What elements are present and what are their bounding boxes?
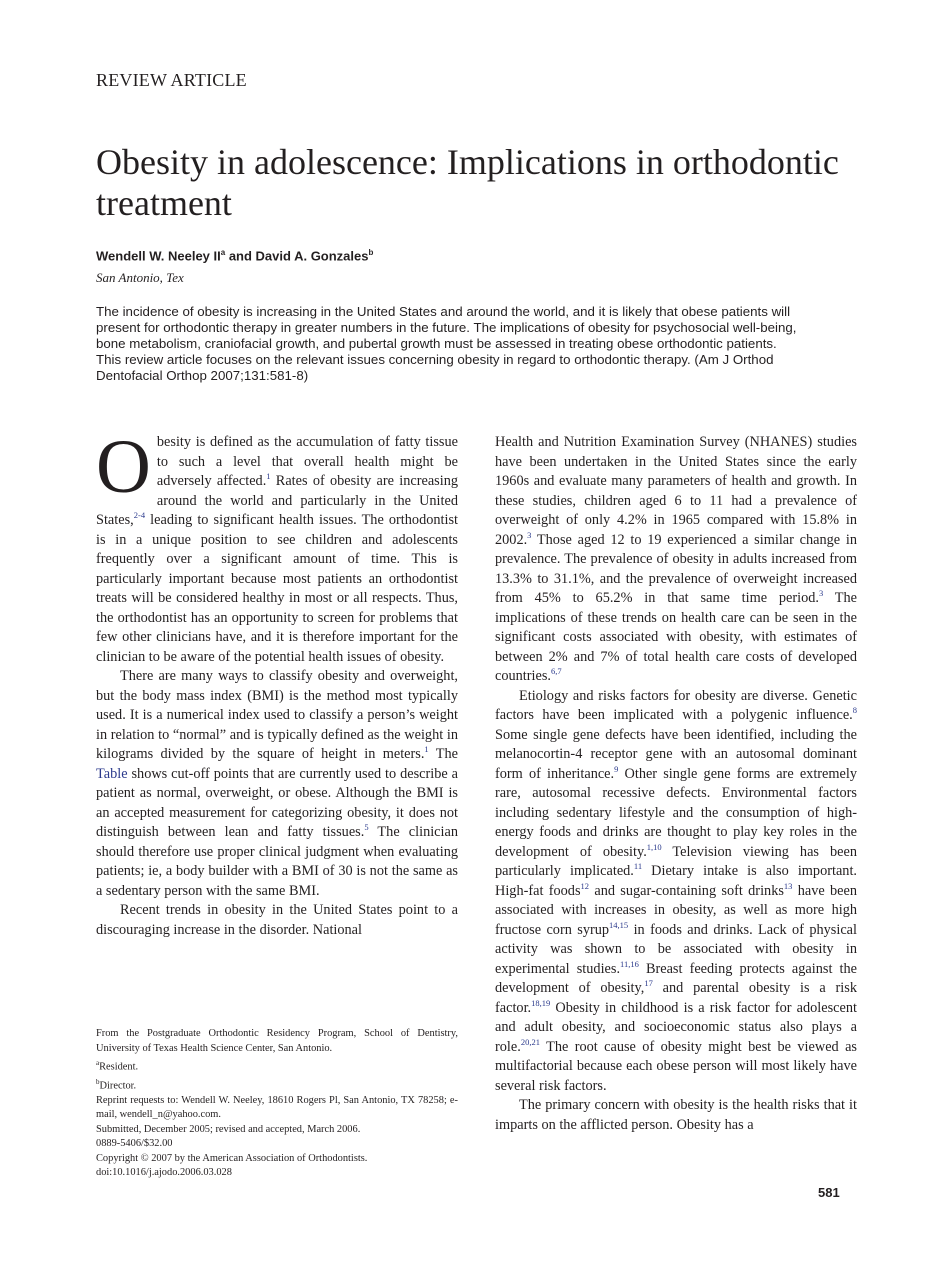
body-text: and sugar-containing soft drinks [589, 882, 784, 899]
citation-link[interactable]: 1 [266, 471, 271, 482]
body-text: Some single gene defects have been identified, including the melanocortin-4 receptor gene with an autosomal dominant form of inheritance. [495, 726, 857, 782]
body-text: The root cause of obesity might best be viewed as multifactorial because each obese person will most likely have several risk factors. [495, 1038, 857, 1094]
footnote-affiliation: From the Postgraduate Orthodontic Residency Program, School of Dentistry, University of Texas Health Science Center, San Antonio. [96, 1028, 458, 1054]
body-text: Other single gene forms are extremely rare, autosomal recessive defects. Environmental factors including sedentary lifestyle and the consumption of high-energy foods and drinks are thought to play key roles in the development of obesity. [495, 765, 857, 860]
citation-link[interactable]: 6,7 [550, 666, 562, 677]
body-text: in foods and drinks. Lack of physical activity was shown to be associated with obesity in experimental studies. [495, 921, 858, 977]
body-text: Obesity in childhood is a risk factor for adolescent and adult obesity, and socioeconomic status also plays a role. [495, 999, 857, 1055]
body-text: besity is defined as the accumulation of fatty tissue to such a level that overall health might be adversely affected. [156, 434, 458, 489]
citation-link[interactable]: 11 [633, 861, 643, 872]
body-paragraph [96, 425, 459, 667]
body-text: shows cut-off points that are currently used to describe a patient as normal, overweight, or obese. Although the BMI is an accepted measurement for categorizing obesity, it does not distinguish between lean and fatty tissues. [96, 765, 458, 840]
body-text: and parental obesity is a risk factor. [495, 980, 857, 1016]
footnote-copyright: Copyright © 2007 by the American Association of Orthodontists. [96, 1152, 368, 1164]
citation-link[interactable]: 12 [580, 880, 590, 891]
body-text: Health and Nutrition Examination Survey (NHANES) studies have been undertaken in the United States since the early 1960s and evaluate many parameters of health and growth. In these studies, children aged 6 to 11 had a prevalence of overweight of only 4.2% in 1965 compared with 15.8% in 2002. [495, 434, 857, 548]
body-text: Etiology and risks factors for obesity are diverse. Genetic factors have been implicated with a polygenic influence. [495, 687, 857, 723]
section-label: REVIEW ARTICLE [96, 70, 247, 90]
citation-link[interactable]: 1,10 [646, 841, 662, 852]
citation-link[interactable]: 20,21 [520, 1036, 540, 1047]
footnote-resident [96, 1056, 458, 1075]
footnote-text: Director. [99, 1080, 137, 1092]
body-text: Those aged 12 to 19 experienced a similar change in prevalence. The prevalence of obesity in adults increased from 13.3% to 31.1%, and the prevalence of overweight increased from 45% to 65.2% in that same time period. [495, 531, 857, 606]
table-link[interactable]: Table [96, 765, 128, 782]
footnote-director [96, 1075, 458, 1094]
citation-link[interactable]: 8 [852, 705, 857, 716]
body-text: The clinician should therefore use proper clinical judgment when evaluating patients; ie, a body builder with a BMI of 30 is not the same as a sedentary person with the same BMI. [96, 824, 458, 899]
body-text: Dietary intake is also important. High-fat foods [495, 863, 857, 899]
author-affiliation-mark: a [220, 248, 226, 257]
body-paragraph [495, 687, 857, 1097]
page-number: 581 [818, 1185, 840, 1200]
footnotes [96, 1027, 458, 1181]
body-text: Recent trends in obesity in the United States point to a discouraging increase in the disorder. National [96, 902, 458, 938]
citation-link[interactable]: 5 [364, 822, 369, 833]
citation-link[interactable]: 17 [644, 978, 653, 989]
author-affiliation-mark: b [368, 248, 374, 257]
body-text: The [428, 746, 458, 762]
footnote-mark: a [96, 1059, 100, 1067]
author-location: San Antonio, Tex [96, 270, 184, 285]
body-paragraph [96, 901, 458, 940]
body-text: have been associated with increases in obesity, as well as more high fructose corn syrup [495, 882, 858, 938]
citation-link[interactable]: 18,19 [531, 997, 551, 1008]
body-text: Breast feeding protects against the development of obesity, [495, 960, 857, 996]
citation-link[interactable]: 3 [527, 529, 532, 540]
citation-link[interactable]: 13 [783, 880, 793, 891]
author-name: David A. Gonzales [255, 248, 369, 264]
body-paragraph [495, 1096, 857, 1135]
body-paragraph [96, 667, 458, 901]
citation-link[interactable]: 3 [818, 588, 824, 599]
body-text: Television viewing has been particularly implicated. [495, 843, 857, 879]
abstract: The incidence of obesity is increasing in the United States and around the world, and it is likely that obese patients will present for orthodontic therapy in greater numbers in the future. The implications of obesity for psychosocial well-being, bone metabolism, craniofacial growth, and pubertal growth must be assessed in treating obese orthodontic patients. This review article focuses on the relevant issues concerning obesity in regard to orthodontic therapy. (Am J Orthod Dentofacial Orthop 2007;131:581-8) [96, 304, 797, 383]
citation-link[interactable]: 14,15 [609, 919, 629, 930]
citation-link[interactable]: 11,16 [620, 958, 639, 969]
citation-link[interactable]: 1 [424, 744, 429, 755]
footnote-submitted: Submitted, December 2005; revised and accepted, March 2006. [96, 1123, 361, 1135]
footnote-mark: b [96, 1077, 100, 1086]
body-text: The primary concern with obesity is the health risks that it imparts on the afflicted person. Obesity has a [495, 1097, 857, 1133]
citation-link[interactable]: 2-4 [133, 510, 146, 521]
author-name: Wendell W. Neeley II [96, 248, 221, 264]
body-column-left [96, 425, 459, 940]
body-paragraph [495, 433, 857, 687]
body-text: Rates of obesity are increasing around the world and particularly in the United States, [96, 473, 459, 528]
body-text: The implications of these trends on health care can be seen in the significant costs associated with obesity, with estimates of between 2% and 7% of total health care costs of developed countries. [495, 590, 857, 684]
footnote-doi[interactable]: doi:10.1016/j.ajodo.2006.03.028 [96, 1167, 232, 1179]
article-title: Obesity in adolescence: Implications in orthodontic treatment [96, 142, 839, 223]
body-text: There are many ways to classify obesity and overweight, but the body mass index (BMI) is the method most typically used. It is a numerical index used to classify a person’s weight in relation to “normal” and is typically defined as the weight in kilograms divided by the square of height in meters. [96, 668, 458, 762]
footnote-issn: 0889-5406/$32.00 [96, 1138, 173, 1150]
drop-cap: O [96, 425, 151, 509]
body-column-right [495, 433, 857, 1135]
author-conjunction: and [225, 248, 256, 264]
footnote-text: Resident. [99, 1061, 139, 1073]
footnote-reprint: Reprint requests to: Wendell W. Neeley, 18610 Rogers Pl, San Antonio, TX 78258; e-mail, wendell_n@yahoo.com. [96, 1094, 458, 1121]
citation-link[interactable]: 9 [614, 763, 619, 774]
author-line [96, 248, 373, 263]
body-text: leading to significant health issues. The orthodontist is in a unique position to see children and adolescents frequently over a significant amount of time. This is particularly important because most patients an orthodontist treats will be considered healthy in most or all respects. Thus, the orthodontist has an opportunity to screen for problems that few other clinicians have, and it is therefore important for the clinician to be aware of the potential health issues of obesity. [96, 512, 458, 665]
